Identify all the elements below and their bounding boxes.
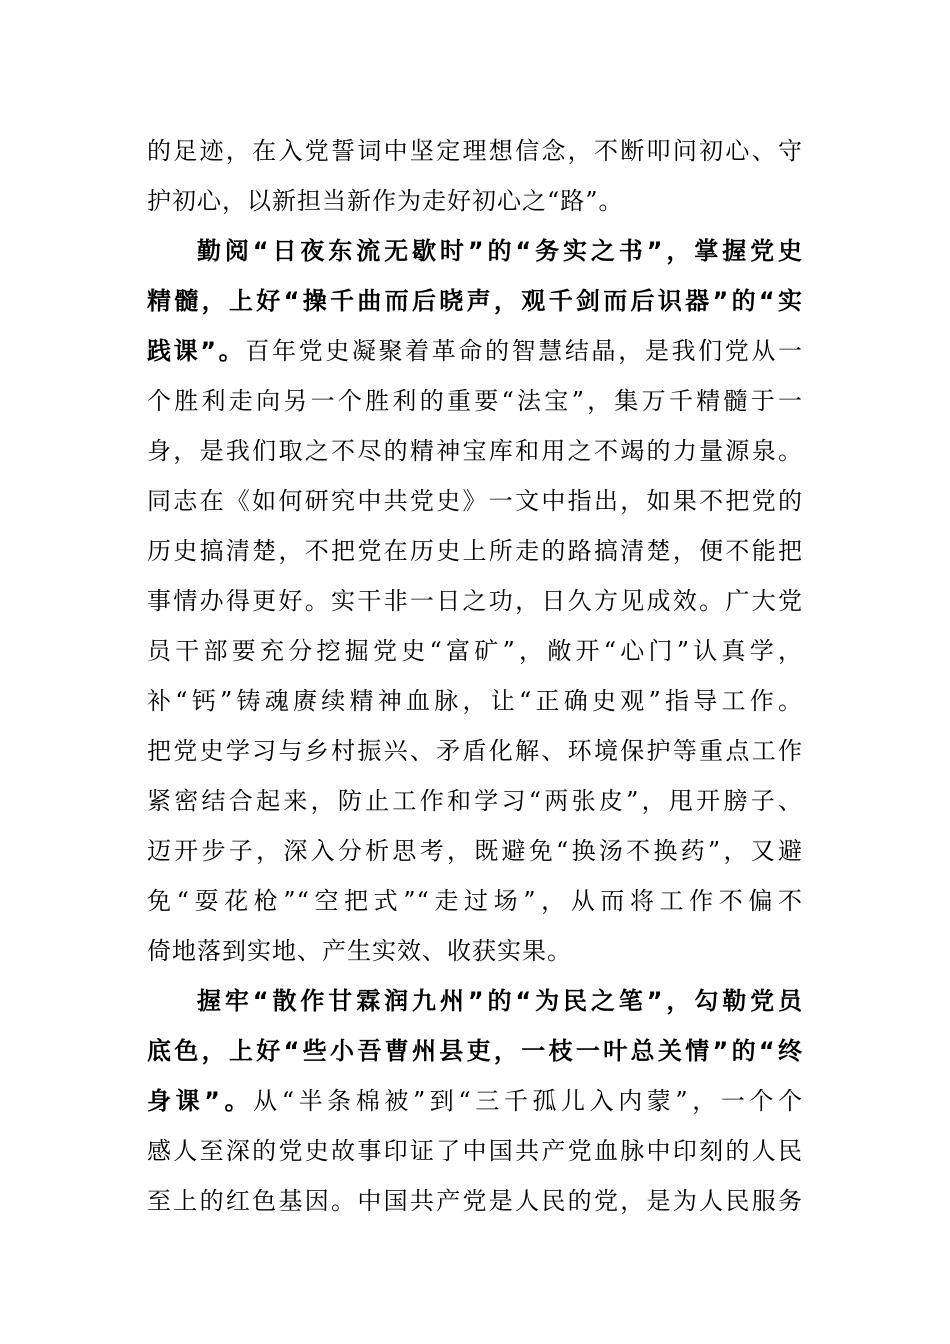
text-line: 把党史学习与乡村振兴、矛盾化解、环境保护等重点工作 [147,737,803,765]
text-line: 事情办得更好。实干非一日之功，日久方见成效。广大党 [147,587,803,615]
text-line: 至上的红色基因。中国共产党是人民的党，是为人民服务 [147,1187,803,1215]
text-line: 倚地落到实地、产生实效、收获实果。 [147,937,572,965]
paragraph-first-line: 勤阅“日夜东流无歇时”的“务实之书”，掌握党史 [197,237,803,265]
text-line: 迈开步子，深入分析思考，既避免“换汤不换药”，又避 [147,837,803,865]
text-line: 精髓，上好“操千曲而后晓声，观千剑而后识器”的“实 [147,287,803,315]
text-line: 补“钙”铸魂赓续精神血脉，让“正确史观”指导工作。 [147,687,803,715]
text-line: 的足迹，在入党誓词中坚定理想信念，不断叩问初心、守 [147,137,803,165]
document-body [147,126,803,1226]
text-line: 感人至深的党史故事印证了中国共产党血脉中印刻的人民 [147,1137,803,1165]
text-line: 免“耍花枪”“空把式”“走过场”，从而将工作不偏不 [147,887,803,915]
text-line: 同志在《如何研究中共党史》一文中指出，如果不把党的 [147,487,803,515]
text-line: 员干部要充分挖掘党史“富矿”，敞开“心门”认真学， [147,637,803,665]
text-line: 身课”。从“半条棉被”到“三千孤儿入内蒙”，一个个 [147,1087,804,1115]
text-line: 身，是我们取之不尽的精神宝库和用之不竭的力量源泉。 [147,437,803,465]
text-line: 践课”。百年党史凝聚着革命的智慧结晶，是我们党从一 [147,337,803,365]
text-line: 护初心，以新担当新作为走好初心之“路”。 [147,187,624,215]
text-line: 紧密结合起来，防止工作和学习“两张皮”，甩开膀子、 [147,787,803,815]
paragraph-first-line: 握牢“散作甘霖润九州”的“为民之笔”，勾勒党员 [197,987,803,1015]
text-line: 个胜利走向另一个胜利的重要“法宝”，集万千精髓于一 [147,387,803,415]
text-line: 底色，上好“些小吾曹州县吏，一枝一叶总关情”的“终 [147,1037,803,1065]
text-line: 历史搞清楚，不把党在历史上所走的路搞清楚，便不能把 [147,537,803,565]
